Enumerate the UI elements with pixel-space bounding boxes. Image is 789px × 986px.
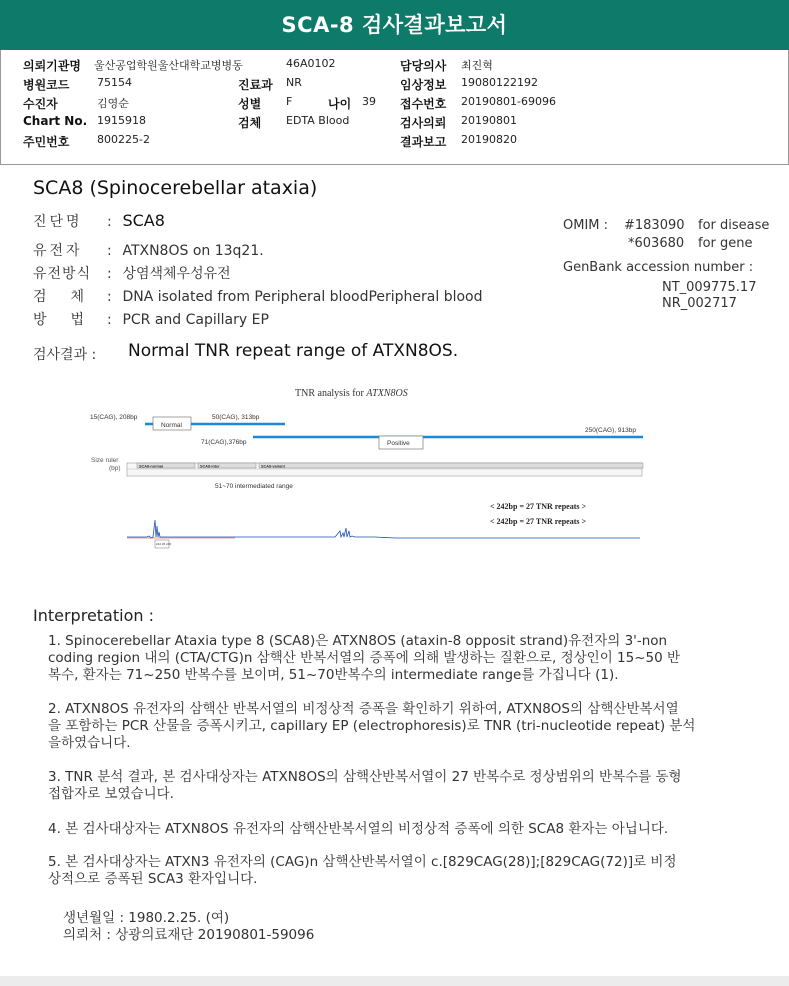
paragraph-line: 5. 본 검사대상자는 ATXN3 유전자의 (CAG)n 삼핵산반복서열이 c.[829CAG(28)];[829CAG(72)]로 비정 <box>48 854 677 870</box>
field-value: DNA isolated from Peripheral bloodPeripheral blood <box>122 289 483 305</box>
field-specimen: 검체: DNA isolated from Peripheral bloodPeripheral blood <box>33 286 483 306</box>
interpretation-paragraph-3 <box>48 769 763 803</box>
field-label: 진단명 <box>33 214 83 230</box>
omim-label: OMIM : <box>563 218 609 233</box>
patient-info-box <box>0 50 789 165</box>
peak-label: 242.45 246 <box>156 542 172 546</box>
specimen-label: 검체 <box>238 116 262 130</box>
omim-gene-id: *603680 <box>628 236 685 251</box>
paragraph-line: coding region 내의 (CTA/CTG)n 삼핵산 반복서열의 증폭에 의해 발생하는 질환으로, 정상인이 15~50 반 <box>48 650 681 666</box>
patient-label: 수진자 <box>23 97 58 111</box>
omim-gene-note: for gene <box>698 236 753 251</box>
report-title: SCA8 (Spinocerebellar ataxia) <box>33 177 318 199</box>
specimen-value: EDTA Blood <box>286 114 350 127</box>
omim-disease-note: for disease <box>698 218 770 233</box>
segment-label-normal: SCA8-normal <box>139 464 164 469</box>
interpretation-paragraph-4 <box>48 821 763 838</box>
segment-label-inter: SCA8-inter <box>200 464 220 469</box>
paragraph-line: 을하였습니다. <box>48 735 131 751</box>
sex-label: 성별 <box>238 97 262 111</box>
paragraph-line: 복수, 환자는 71~250 반복수를 보이며, 51~70반복수의 intermediate range를 가집니다 (1). <box>48 667 619 683</box>
tnr-figure-svg <box>85 380 650 550</box>
ruler-label-1: Size ruler <box>91 457 119 464</box>
receipt-value: 20190801-69096 <box>461 95 556 108</box>
hospital-code-value: 75154 <box>97 76 132 89</box>
field-label: 유전방식 <box>33 266 92 282</box>
genbank-label: GenBank accession number : <box>563 260 754 275</box>
receipt-label: 접수번호 <box>400 97 447 111</box>
institution-value: 울산공업학원울산대학교병병동 <box>94 59 243 72</box>
ward-code-value: 46A0102 <box>286 57 336 70</box>
positive-right-label: 250(CAG), 913bp <box>585 427 636 434</box>
clinical-info-value: 19080122192 <box>461 76 538 89</box>
request-date-value: 20190801 <box>461 114 517 127</box>
paragraph-line: 을 포함하는 PCR 산물을 증폭시키고, capillary EP (electrophoresis)로 TNR (tri-nucleotide repeat) 분석 <box>48 718 696 734</box>
field-label: 검체 <box>33 289 109 305</box>
field-value: 상염색체우성유전 <box>122 266 231 282</box>
sex-value: F <box>286 95 293 108</box>
paragraph-line: 상적으로 증폭된 SCA3 환자입니다. <box>48 871 258 887</box>
field-label: 유전자 <box>33 243 83 259</box>
paragraph-line: 1. Spinocerebellar Ataxia type 8 (SCA8)은 ATXN8OS (ataxin-8 opposit strand)유전자의 3'-non <box>48 633 668 649</box>
interpretation-paragraph-2 <box>48 701 763 752</box>
age-label: 나이 <box>328 97 352 111</box>
field-method: 방법: PCR and Capillary EP <box>33 309 269 329</box>
interpretation-paragraph-1 <box>48 633 763 684</box>
field-value: ATXN8OS on 13q21. <box>122 243 264 259</box>
ruler-label-2: (bp) <box>109 465 121 472</box>
omim-disease-id: #183090 <box>624 218 685 233</box>
bottom-strip <box>0 976 789 986</box>
report-date-value: 20190820 <box>461 133 517 146</box>
requester-info: 의뢰처 : 상광의료재단 20190801-59096 <box>63 927 315 943</box>
normal-left-label: 15(CAG), 208bp <box>90 414 138 421</box>
field-diagnosis: 진단명 : SCA8 <box>33 211 165 230</box>
ruler-segment-variant <box>259 463 643 468</box>
repeat-annotation-1: < 242bp = 27 TNR repeats > <box>490 502 587 511</box>
interpretation-heading: Interpretation : <box>33 606 154 625</box>
result-label: 검사결과 : <box>33 347 97 363</box>
report-header-title: SCA-8 검사결과보고서 <box>0 0 789 50</box>
positive-box-label: Positive <box>387 440 410 447</box>
doctor-value: 최진혁 <box>461 59 493 72</box>
field-value: PCR and Capillary EP <box>122 312 269 328</box>
positive-left-label: 71(CAG),376bp <box>201 439 247 446</box>
age-value: 39 <box>362 95 376 108</box>
repeat-annotation-2: < 242bp = 27 TNR repeats > <box>490 517 587 526</box>
paragraph-line: 2. ATXN8OS 유전자의 삼핵산 반복서열의 비정상적 증폭을 확인하기 위하여, ATXN8OS의 삼핵산반복서열 <box>48 701 679 717</box>
department-value: NR <box>286 76 302 89</box>
id-label: 주민번호 <box>23 135 70 149</box>
result-value: Normal TNR repeat range of ATXN8OS. <box>128 341 459 361</box>
normal-right-label: 50(CAG), 313bp <box>212 414 260 421</box>
request-label: 검사의뢰 <box>400 116 447 130</box>
intermediate-label: 51~70 intermediated range <box>215 483 293 490</box>
report-label: 결과보고 <box>400 135 447 149</box>
chart-no-value: 1915918 <box>97 114 146 127</box>
paragraph-line: 접합자로 보였습니다. <box>48 786 174 802</box>
patient-value: 김영순 <box>97 97 129 110</box>
chart-no-label: Chart No. <box>23 114 88 128</box>
department-label: 진료과 <box>238 78 273 92</box>
id-value: 800225-2 <box>97 133 150 146</box>
institution-label: 의뢰기관명 <box>23 59 81 73</box>
genbank-nt: NT_009775.17 <box>662 280 757 295</box>
field-gene: 유전자 : ATXN8OS on 13q21. <box>33 240 264 260</box>
segment-label-variant: SCA8-variant <box>261 464 285 469</box>
hospital-code-label: 병원코드 <box>23 78 70 92</box>
tnr-analysis-figure <box>85 380 650 550</box>
interpretation-paragraph-5 <box>48 854 763 888</box>
figure-title: TNR analysis for ATXN8OS <box>295 388 408 399</box>
paragraph-line: 4. 본 검사대상자는 ATXN8OS 유전자의 삼핵산반복서열의 비정상적 증폭에 의한 SCA8 환자는 아닙니다. <box>48 821 669 837</box>
birth-date: 생년월일 : 1980.2.25. (여) <box>63 910 230 926</box>
paragraph-line: 3. TNR 분석 결과, 본 검사대상자는 ATXN8OS의 삼핵산반복서열이 27 반복수로 정상범위의 반복수를 동형 <box>48 769 682 785</box>
field-value: SCA8 <box>122 211 165 230</box>
field-label: 방법 <box>33 312 109 328</box>
genbank-nr: NR_002717 <box>662 296 737 311</box>
field-inheritance: 유전방식 : 상염색체우성유전 <box>33 263 231 283</box>
clinical-info-label: 임상정보 <box>400 78 447 92</box>
normal-box-label: Normal <box>161 422 182 429</box>
doctor-label: 담당의사 <box>400 59 447 73</box>
